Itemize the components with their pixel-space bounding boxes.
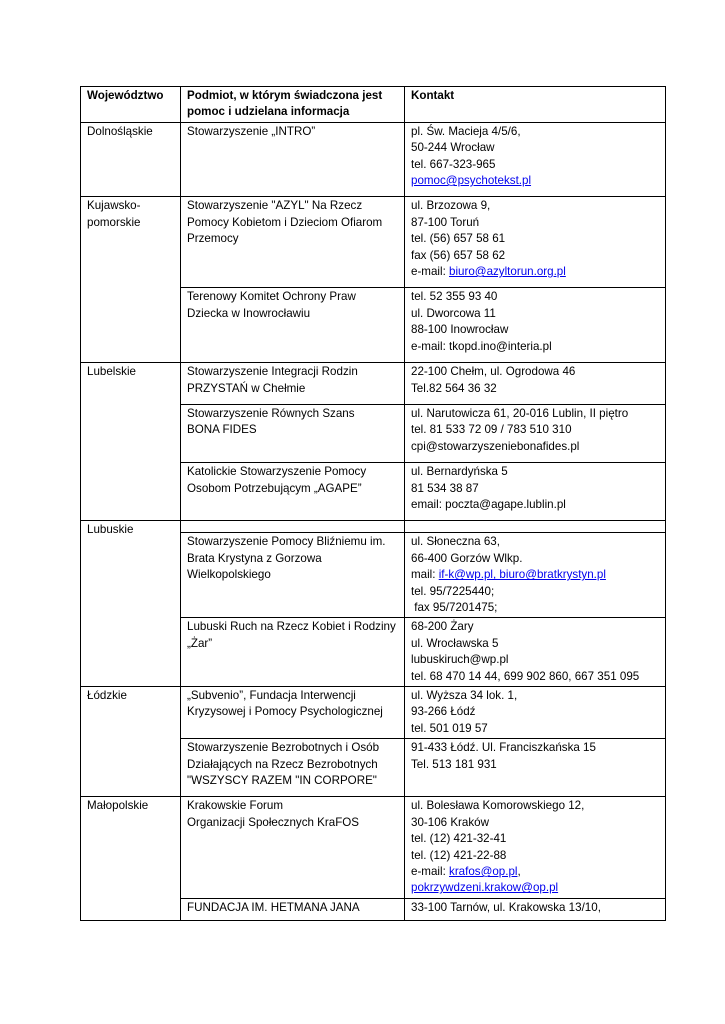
email-link[interactable]: if-k@wp.pl, biuro@bratkrystyn.pl xyxy=(438,568,606,582)
entity-line: Krakowskie Forum xyxy=(187,799,283,813)
header-region: Województwo xyxy=(81,87,181,123)
email-link[interactable]: pomoc@psychotekst.pl xyxy=(411,174,532,188)
email-label: e-mail: xyxy=(411,865,450,879)
contact-line: tel. (12) 421-22-88 xyxy=(411,848,507,862)
contact-line: 22-100 Chełm, ul. Ogrodowa 46 xyxy=(411,365,576,379)
contact-line: 93-266 Łódź xyxy=(411,705,476,719)
contact-line: 33-100 Tarnów, ul. Krakowska 13/10, xyxy=(411,900,601,914)
entity-cell: Katolickie Stowarzyszenie Pomocy Osobom Potrzebującym „AGAPE” xyxy=(181,463,405,521)
contact-line: ul. Dworcowa 11 xyxy=(411,306,496,320)
email-label: e-mail: xyxy=(411,265,450,279)
contact-line: 50-244 Wrocław xyxy=(411,141,495,155)
contact-line: ul. Bolesława Komorowskiego 12, xyxy=(411,799,585,813)
contact-line: ul. Wrocławska 5 xyxy=(411,636,499,650)
contact-line: cpi@stowarzyszeniebonafides.pl xyxy=(411,439,580,453)
contact-line: fax (56) 657 58 62 xyxy=(411,248,506,262)
contact-line: ul. Wyższa 34 lok. 1, xyxy=(411,689,518,702)
contact-line: 88-100 Inowrocław xyxy=(411,323,509,337)
contact-cell xyxy=(405,797,666,898)
contact-line: tel. (12) 421-32-41 xyxy=(411,832,507,846)
assistance-directory-table xyxy=(80,86,666,921)
entity-cell xyxy=(181,797,405,898)
contact-line: ul. Bernardyńska 5 xyxy=(411,465,508,479)
entity-cell: Stowarzyszenie Pomocy Bliźniemu im. Brata Krystyna z Gorzowa Wielkopolskiego xyxy=(181,533,405,618)
contact-line: 66-400 Gorzów Wlkp. xyxy=(411,551,523,565)
region-cell: Lubelskie xyxy=(81,363,181,521)
contact-line: 91-433 Łódź. Ul. Franciszkańska 15 xyxy=(411,741,596,755)
contact-line: tel. 95/7225440; xyxy=(411,584,495,598)
entity-cell: Terenowy Komitet Ochrony Praw Dziecka w Inowrocławiu xyxy=(181,288,405,363)
email-link[interactable]: biuro@azyltorun.org.pl xyxy=(449,265,566,279)
contact-line: tel. 501 019 57 xyxy=(411,721,488,735)
contact-cell xyxy=(405,122,666,197)
table-row xyxy=(81,122,666,197)
contact-cell xyxy=(405,463,666,521)
contact-cell xyxy=(405,898,666,920)
entity-cell: Stowarzyszenie "AZYL" Na Rzecz Pomocy Kobietom i Dzieciom Ofiarom Przemocy xyxy=(181,197,405,288)
region-cell: Małopolskie xyxy=(81,797,181,921)
contact-line: tel. 667-323-965 xyxy=(411,157,496,171)
contact-cell xyxy=(405,618,666,687)
region-cell: Lubuskie xyxy=(81,521,181,687)
contact-line: pl. Św. Macieja 4/5/6, xyxy=(411,124,521,138)
contact-line: ul. Narutowicza 61, 20-016 Lublin, II piętro xyxy=(411,406,629,420)
header-entity: Podmiot, w którym świadczona jest pomoc i udzielana informacja xyxy=(181,87,405,123)
contact-line: 81 534 38 87 xyxy=(411,481,479,495)
email-link[interactable]: krafos@op.pl xyxy=(449,865,518,879)
region-cell: Kujawsko-pomorskie xyxy=(81,197,181,363)
contact-line: fax 95/7201475; xyxy=(411,600,498,614)
contact-cell xyxy=(405,197,666,288)
contact-line: tel. (56) 657 58 61 xyxy=(411,232,506,246)
table-row xyxy=(81,687,666,739)
entity-cell: Lubuski Ruch na Rzecz Kobiet i Rodziny „Żar” xyxy=(181,618,405,687)
entity-line: Organizacji Społecznych KraFOS xyxy=(187,815,360,829)
contact-line: 87-100 Toruń xyxy=(411,215,480,229)
contact-line: tel. 52 355 93 40 xyxy=(411,290,498,304)
contact-line: 68-200 Żary xyxy=(411,620,474,634)
table-header-row xyxy=(81,87,666,123)
contact-cell xyxy=(405,739,666,797)
entity-cell: „Subvenio”, Fundacja Interwencji Kryzysowej i Pomocy Psychologicznej xyxy=(181,687,405,739)
empty-cell xyxy=(405,521,666,533)
entity-cell: Stowarzyszenie Integracji Rodzin PRZYSTAŃ w Chełmie xyxy=(181,363,405,405)
contact-cell xyxy=(405,533,666,618)
contact-line: tel. 68 470 14 44, 699 902 860, 667 351 095 xyxy=(411,669,640,683)
table-row xyxy=(81,797,666,898)
contact-line: ul. Słoneczna 63, xyxy=(411,535,500,549)
email-label: mail: xyxy=(411,568,439,582)
empty-cell xyxy=(181,521,405,533)
email-link-secondary[interactable]: pokrzywdzeni.krakow@op.pl xyxy=(411,881,559,895)
table-row xyxy=(81,363,666,405)
contact-line: Tel.82 564 36 32 xyxy=(411,381,497,395)
table-row xyxy=(81,197,666,288)
entity-cell: FUNDACJA IM. HETMANA JANA xyxy=(181,898,405,920)
contact-cell xyxy=(405,363,666,405)
region-cell: Łódzkie xyxy=(81,687,181,797)
contact-cell xyxy=(405,404,666,462)
contact-line: lubuskiruch@wp.pl xyxy=(411,653,509,667)
entity-line: Stowarzyszenie Równych Szans xyxy=(187,406,355,420)
entity-cell: Stowarzyszenie Bezrobotnych i Osób Działających na Rzecz Bezrobotnych "WSZYSCY RAZEM "IN CORPORE" xyxy=(181,739,405,797)
contact-line: e-mail: tkopd.ino@interia.pl xyxy=(411,339,552,353)
contact-line: ul. Brzozowa 9, xyxy=(411,199,491,213)
contact-line: Tel. 513 181 931 xyxy=(411,757,497,771)
entity-line: BONA FIDES xyxy=(187,423,257,437)
contact-cell xyxy=(405,288,666,363)
table-row xyxy=(81,521,666,533)
entity-cell xyxy=(181,404,405,462)
contact-line: email: poczta@agape.lublin.pl xyxy=(411,497,566,511)
contact-line: 30-106 Kraków xyxy=(411,815,489,829)
contact-line: tel. 81 533 72 09 / 783 510 310 xyxy=(411,423,572,437)
email-separator: , xyxy=(517,865,521,879)
region-cell: Dolnośląskie xyxy=(81,122,181,197)
entity-cell: Stowarzyszenie „INTRO” xyxy=(181,122,405,197)
header-contact: Kontakt xyxy=(405,87,666,123)
contact-cell xyxy=(405,687,666,739)
